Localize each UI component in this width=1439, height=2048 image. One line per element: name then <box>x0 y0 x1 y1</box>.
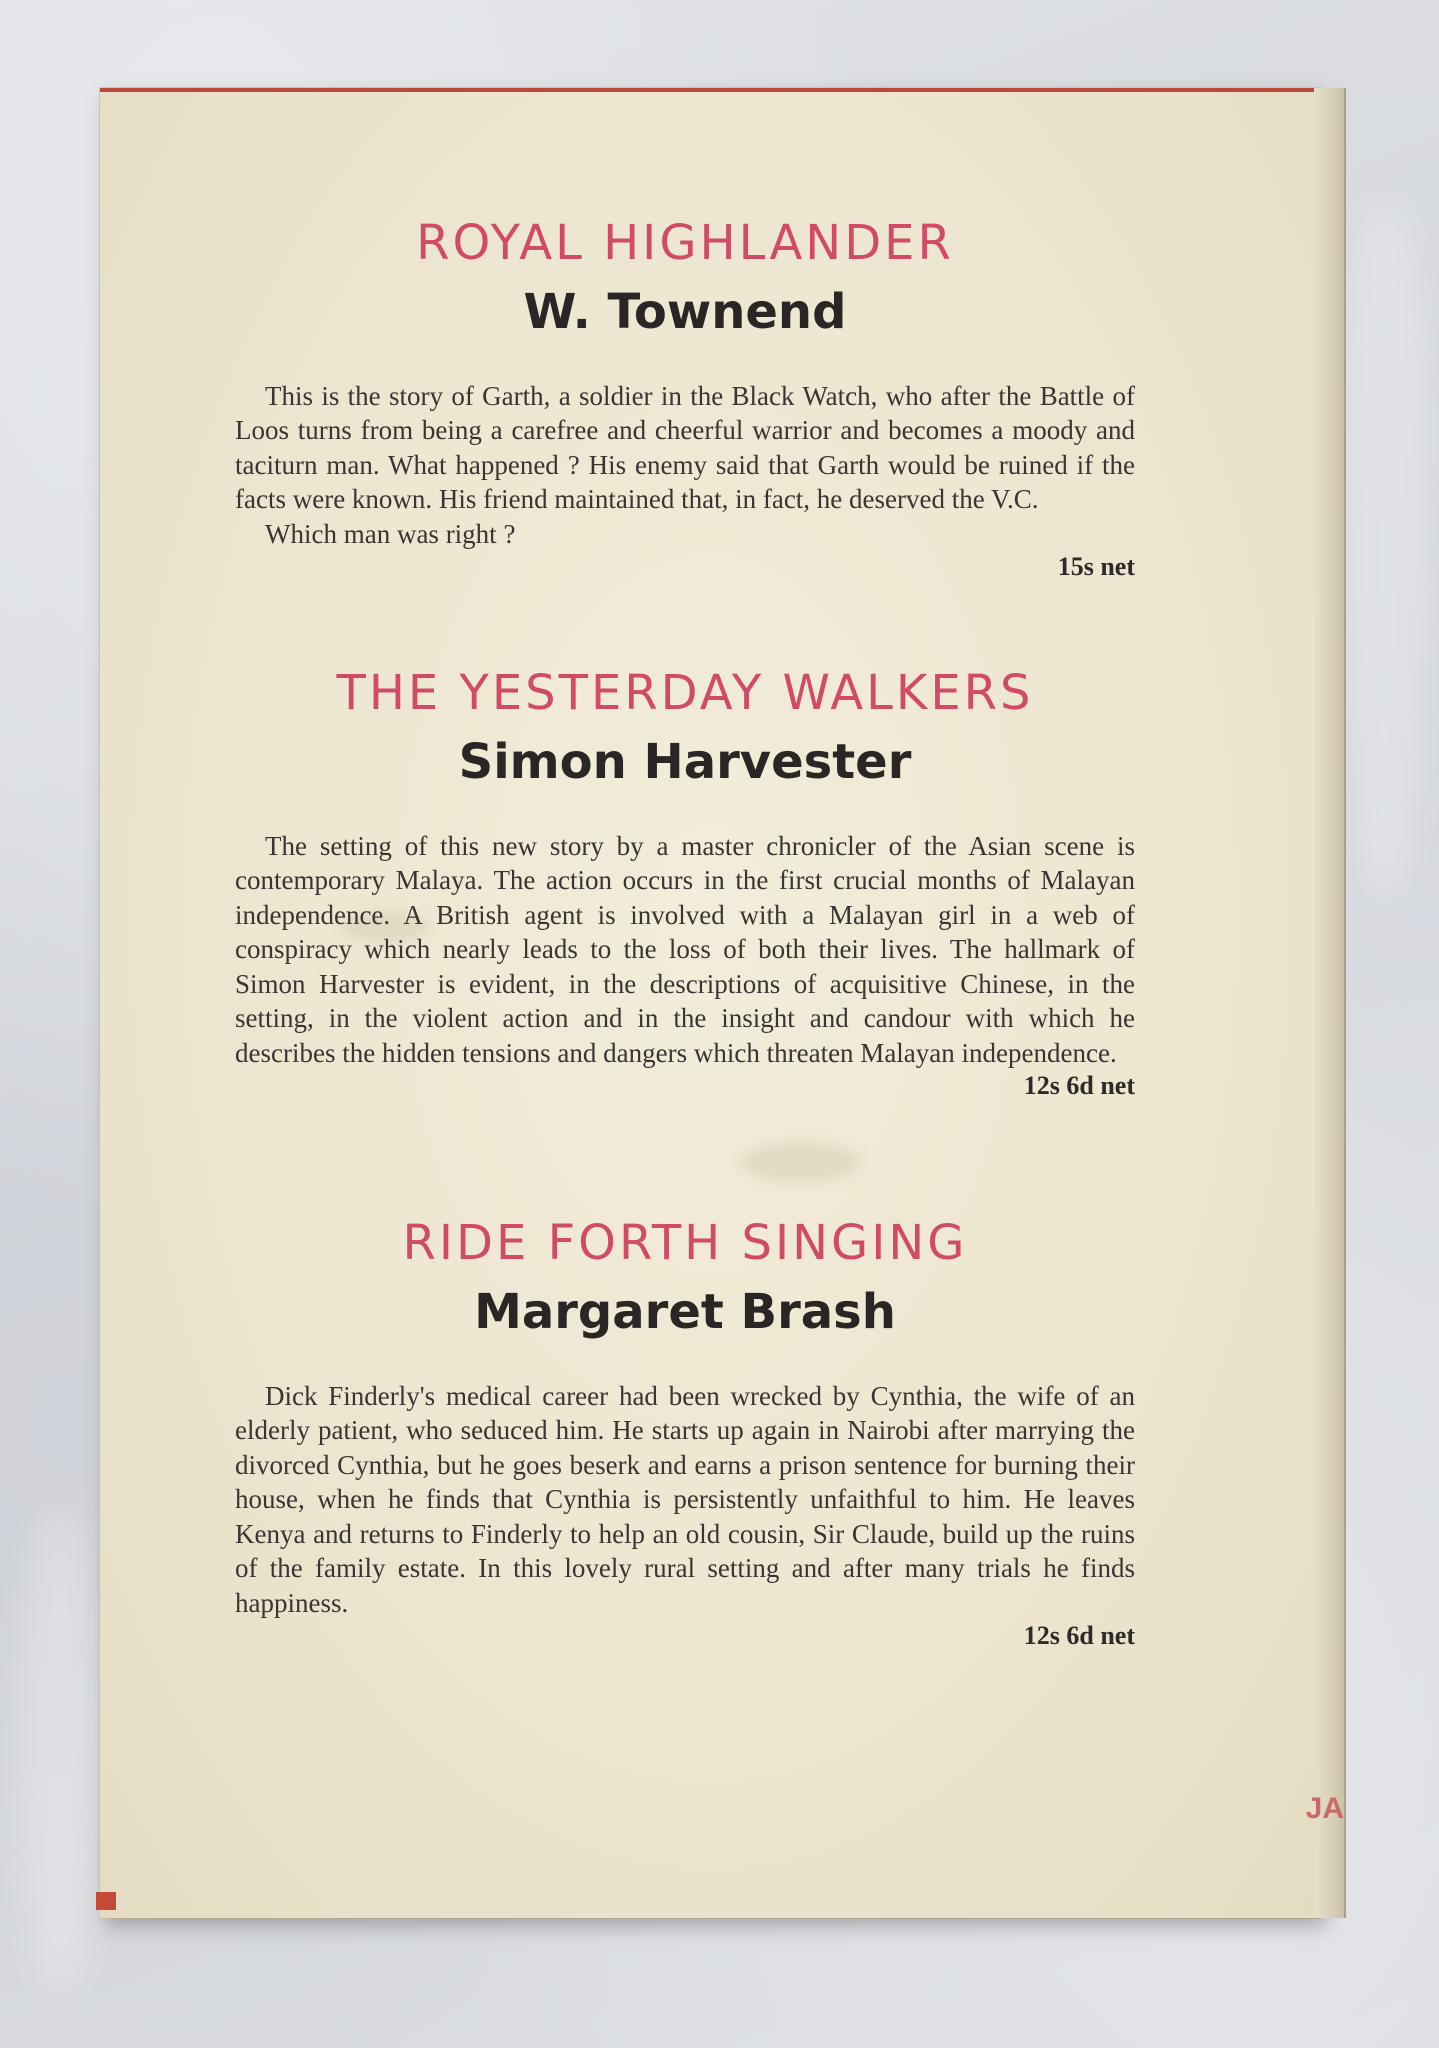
book-back-cover <box>100 88 1344 1918</box>
book-entry-royal-highlander <box>235 217 1135 583</box>
book-title: RIDE FORTH SINGING <box>402 1215 968 1271</box>
book-title: ROYAL HIGHLANDER <box>416 215 954 271</box>
book-author: W. Townend <box>523 283 847 340</box>
book-title: THE YESTERDAY WALKERS <box>336 665 1034 721</box>
paper-stain <box>740 1142 860 1182</box>
book-blurb-end: Which man was right ? <box>265 518 516 549</box>
book-author: Simon Harvester <box>458 733 912 790</box>
book-blurb: The setting of this new story by a master chronicler of the Asian scene is contemporary Malaya. The action occurs in the first crucial months of Malayan independence. A British agent is involved with a Malayan girl in a web of conspiracy which nearly leads to the loss of both their lives. The hallmark of Simon Harvester is evident, in the descriptions of acquisitive Chinese, in the setting, in the violent action and in the insight and candour with which he describes the hidden tensions and dangers which threaten Malayan independence. <box>235 830 1135 1068</box>
book-blurb: This is the story of Garth, a soldier in the Black Watch, who after the Battle of Loos turns from being a carefree and cheerful warrior and becomes a moody and taciturn man. What happened ? His enemy said that Garth would be ruined if the facts were known. His friend maintained that, in fact, he deserved the V.C. <box>235 380 1135 515</box>
book-entry-yesterday-walkers <box>235 667 1135 1102</box>
book-blurb: Dick Finderly's medical career had been wrecked by Cynthia, the wife of an elderly patient, who seduced him. He starts up again in Nairobi after marrying the divorced Cynthia, but he goes beserk and earns a prison sentence for burning their house, when he finds that Cynthia is persistently unfaithful to him. He leaves Kenya and returns to Finderly to help an old cousin, Sir Claude, build up the ruins of the family estate. In this lovely rural setting and after many trials he finds happiness. <box>235 1380 1135 1618</box>
cloth-highlight <box>20 1500 100 2000</box>
cover-corner <box>96 1892 116 1910</box>
book-price: 12s 6d net <box>1023 1071 1135 1101</box>
spine-lettering: JA <box>1305 1792 1344 1825</box>
book-author: Margaret Brash <box>474 1283 896 1340</box>
book-price: 12s 6d net <box>1023 1621 1135 1651</box>
book-spine-edge <box>1314 88 1346 1918</box>
book-price: 15s net <box>1057 552 1135 582</box>
book-entry-ride-forth-singing <box>235 1217 1135 1652</box>
cloth-highlight <box>1340 200 1430 900</box>
